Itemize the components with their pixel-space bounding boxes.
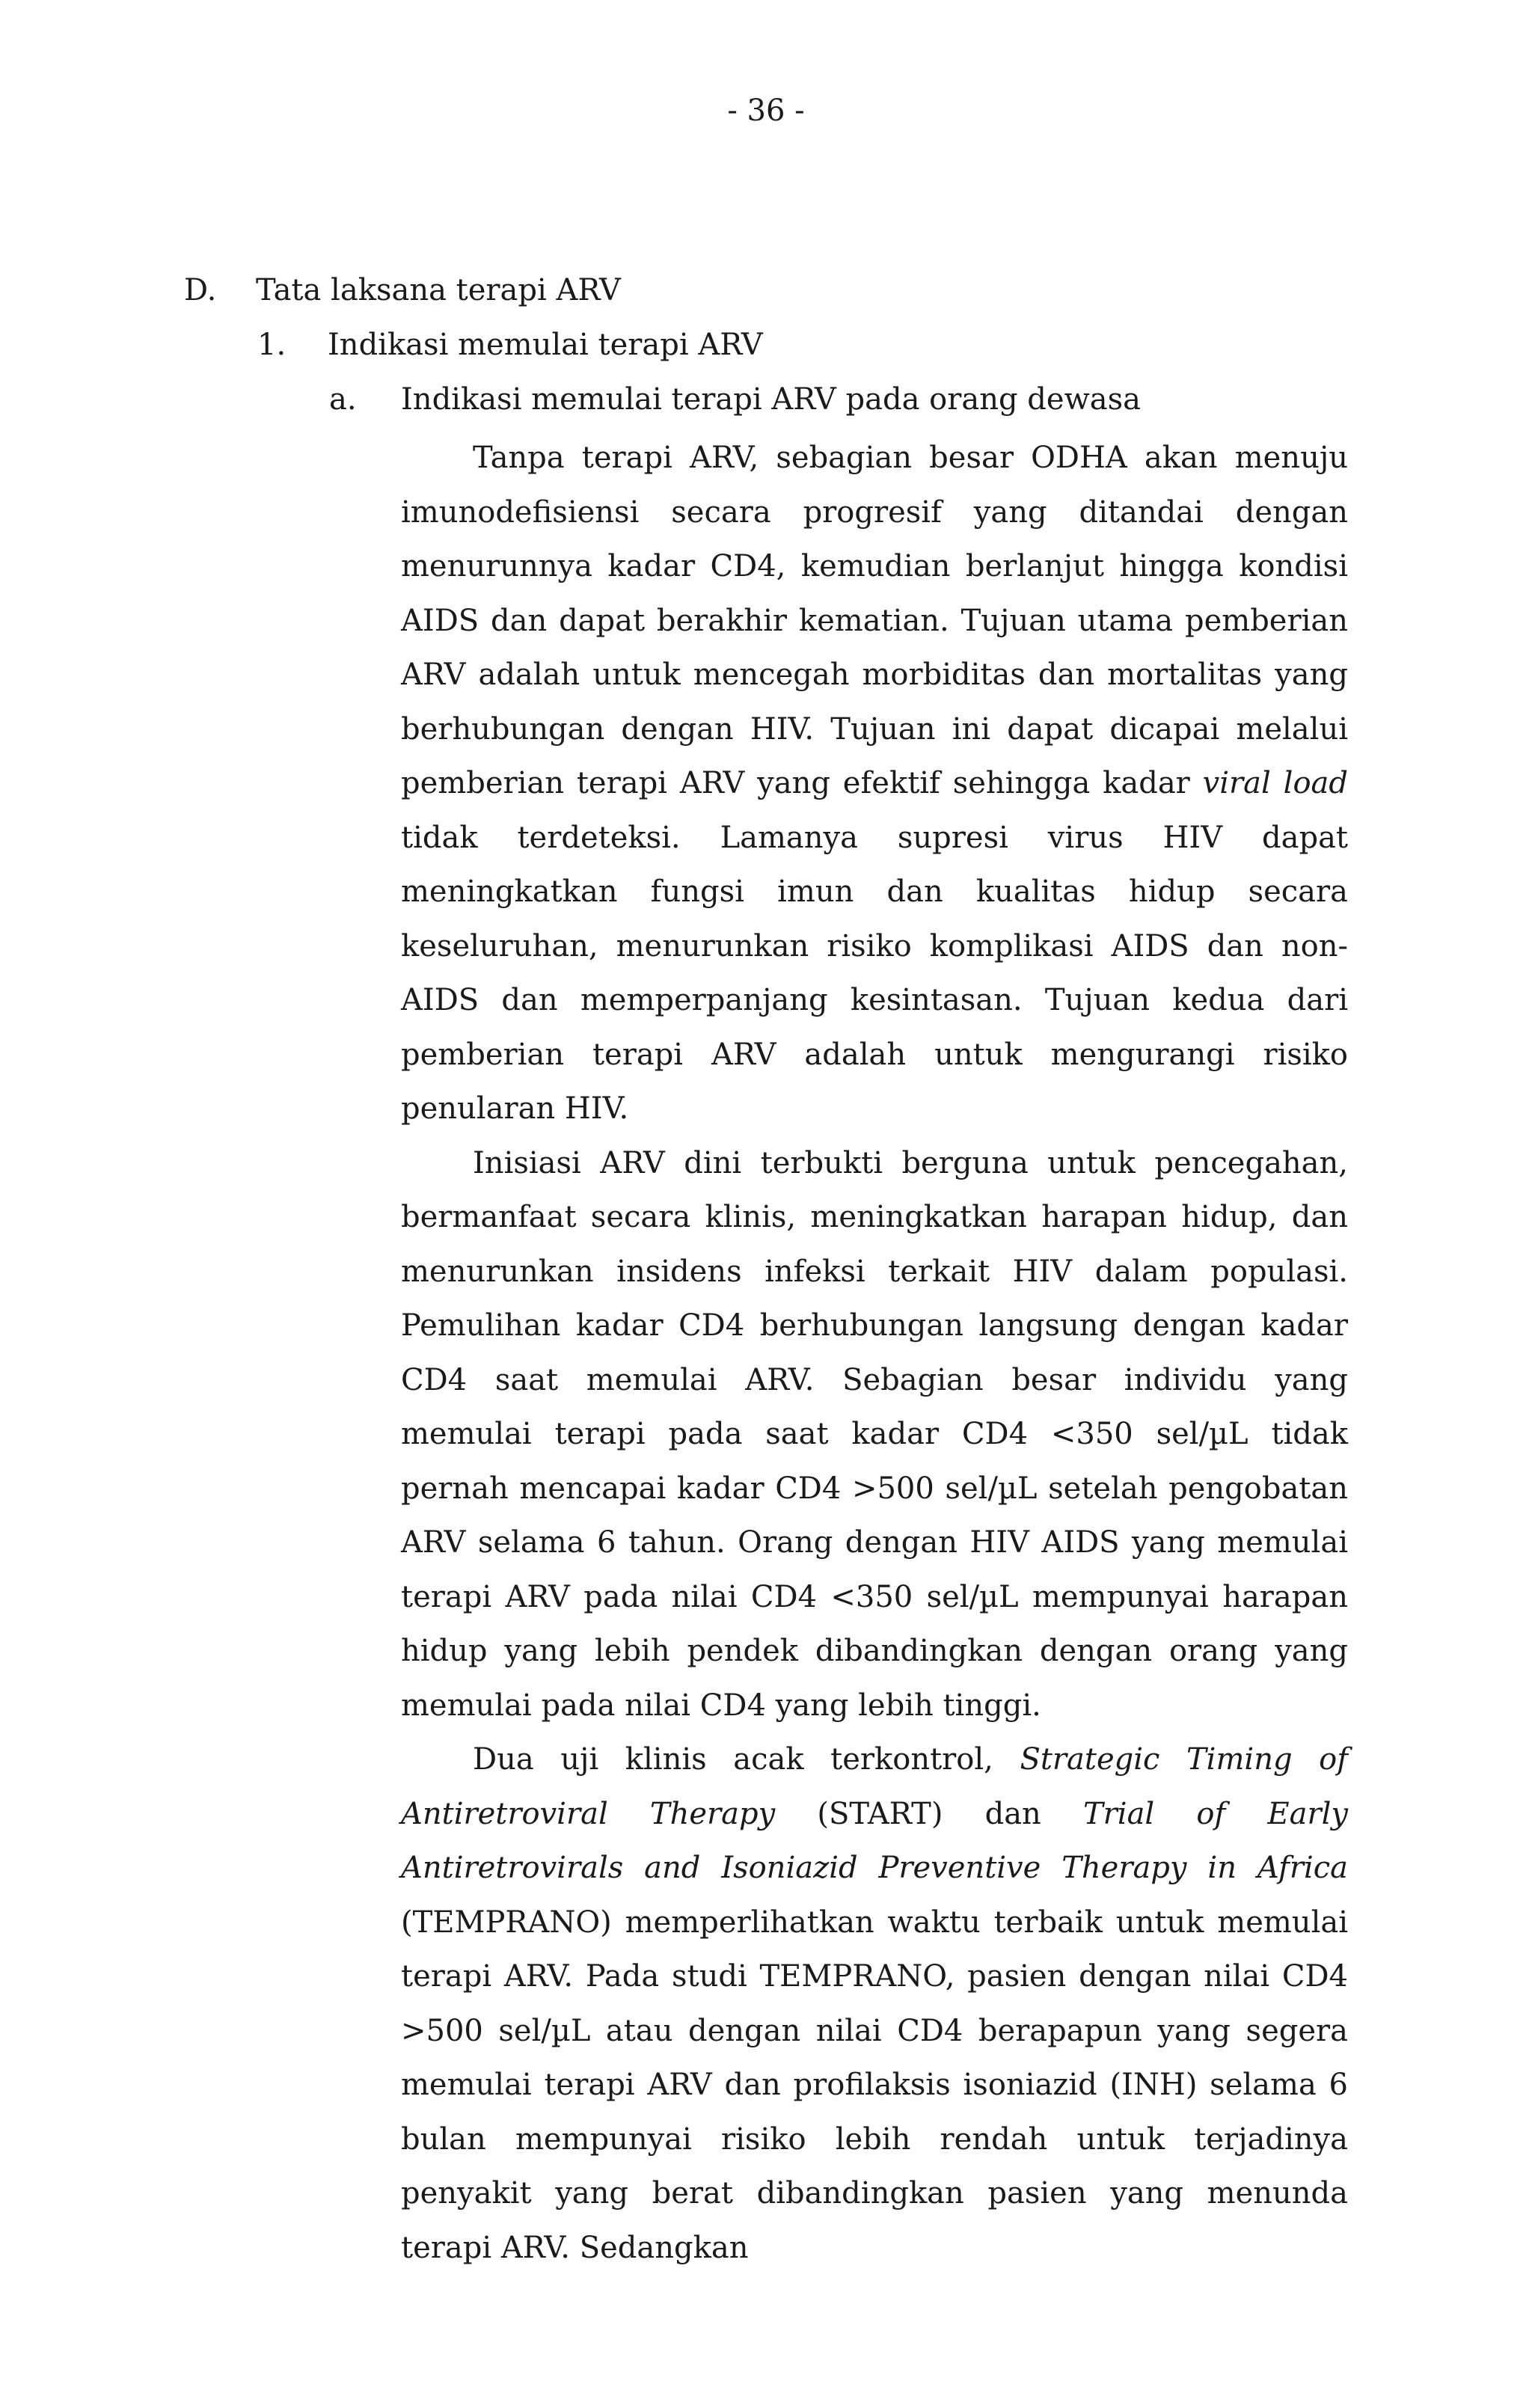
paragraph-text: Inisiasi ARV dini terbukti berguna untuk pencegahan, bermanfaat secara klinis, meningkatkan harapan hidup, dan menurunkan insidens infeksi terkait HIV dalam populasi. Pemulihan kadar CD4 berhubungan langsung dengan kadar CD4 saat memulai ARV. Sebagian besar individu yang memulai terapi pada saat kadar CD4 <350 sel/µL tidak pernah mencapai kadar CD4 >500 sel/µL setelah pengobatan ARV selama 6 tahun. Orang dengan HIV AIDS yang memulai terapi ARV pada nilai CD4 <350 sel/µL mempunyai harapan hidup yang lebih pendek dibandingkan dengan orang yang memulai pada nilai CD4 yang lebih tinggi. [401, 1145, 1348, 1723]
page-number: - 36 - [727, 94, 805, 128]
paragraph-1 [401, 431, 1348, 1136]
italic-term: Trial of Early Antiretrovirals and Isoniazid Preventive Therapy in Africa [401, 1796, 1348, 1885]
body-text [401, 431, 1348, 2275]
subsubsection-marker: a. [329, 382, 357, 417]
paragraph-text: tidak terdeteksi. Lamanya supresi virus HIV dapat meningkatkan fungsi imun dan kualitas hidup secara keseluruhan, menurunkan risiko komplikasi AIDS dan non-AIDS dan memperpanjang kesintasan. Tujuan kedua dari pemberian terapi ARV adalah untuk mengurangi risiko penularan HIV. [401, 820, 1348, 1126]
section-title: Tata laksana terapi ARV [256, 273, 621, 307]
italic-term: viral load [1202, 766, 1348, 800]
paragraph-3 [401, 1733, 1348, 2275]
paragraph-text: (START) dan [775, 1796, 1083, 1831]
subsubsection-title: Indikasi memulai terapi ARV pada orang dewasa [401, 382, 1142, 417]
paragraph-2 [401, 1136, 1348, 1733]
paragraph-text: (TEMPRANO) memperlihatkan waktu terbaik untuk memulai terapi ARV. Pada studi TEMPRANO, pasien dengan nilai CD4 >500 sel/µL atau dengan nilai CD4 berapapun yang segera memulai terapi ARV dan profilaksis isoniazid (INH) selama 6 bulan mempunyai risiko lebih rendah untuk terjadinya penyakit yang berat dibandingkan pasien yang menunda terapi ARV. Sedangkan [401, 1905, 1348, 2265]
italic-term: Strategic Timing of Antiretroviral Therapy [401, 1742, 1349, 1831]
paragraph-text: Tanpa terapi ARV, sebagian besar ODHA akan menuju imunodefisiensi secara progresif yang ditandai dengan menurunnya kadar CD4, kemudian berlanjut hingga kondisi AIDS dan dapat berakhir kematian. Tujuan utama pemberian ARV adalah untuk mencegah morbiditas dan mortalitas yang berhubungan dengan HIV. Tujuan ini dapat dicapai melalui pemberian terapi ARV yang efektif sehingga kadar [401, 441, 1348, 800]
section-marker: D. [184, 273, 217, 307]
subsection-title: Indikasi memulai terapi ARV [328, 328, 763, 362]
paragraph-text: Dua uji klinis acak terkontrol, [473, 1742, 1020, 1777]
subsection-marker: 1. [257, 328, 287, 362]
